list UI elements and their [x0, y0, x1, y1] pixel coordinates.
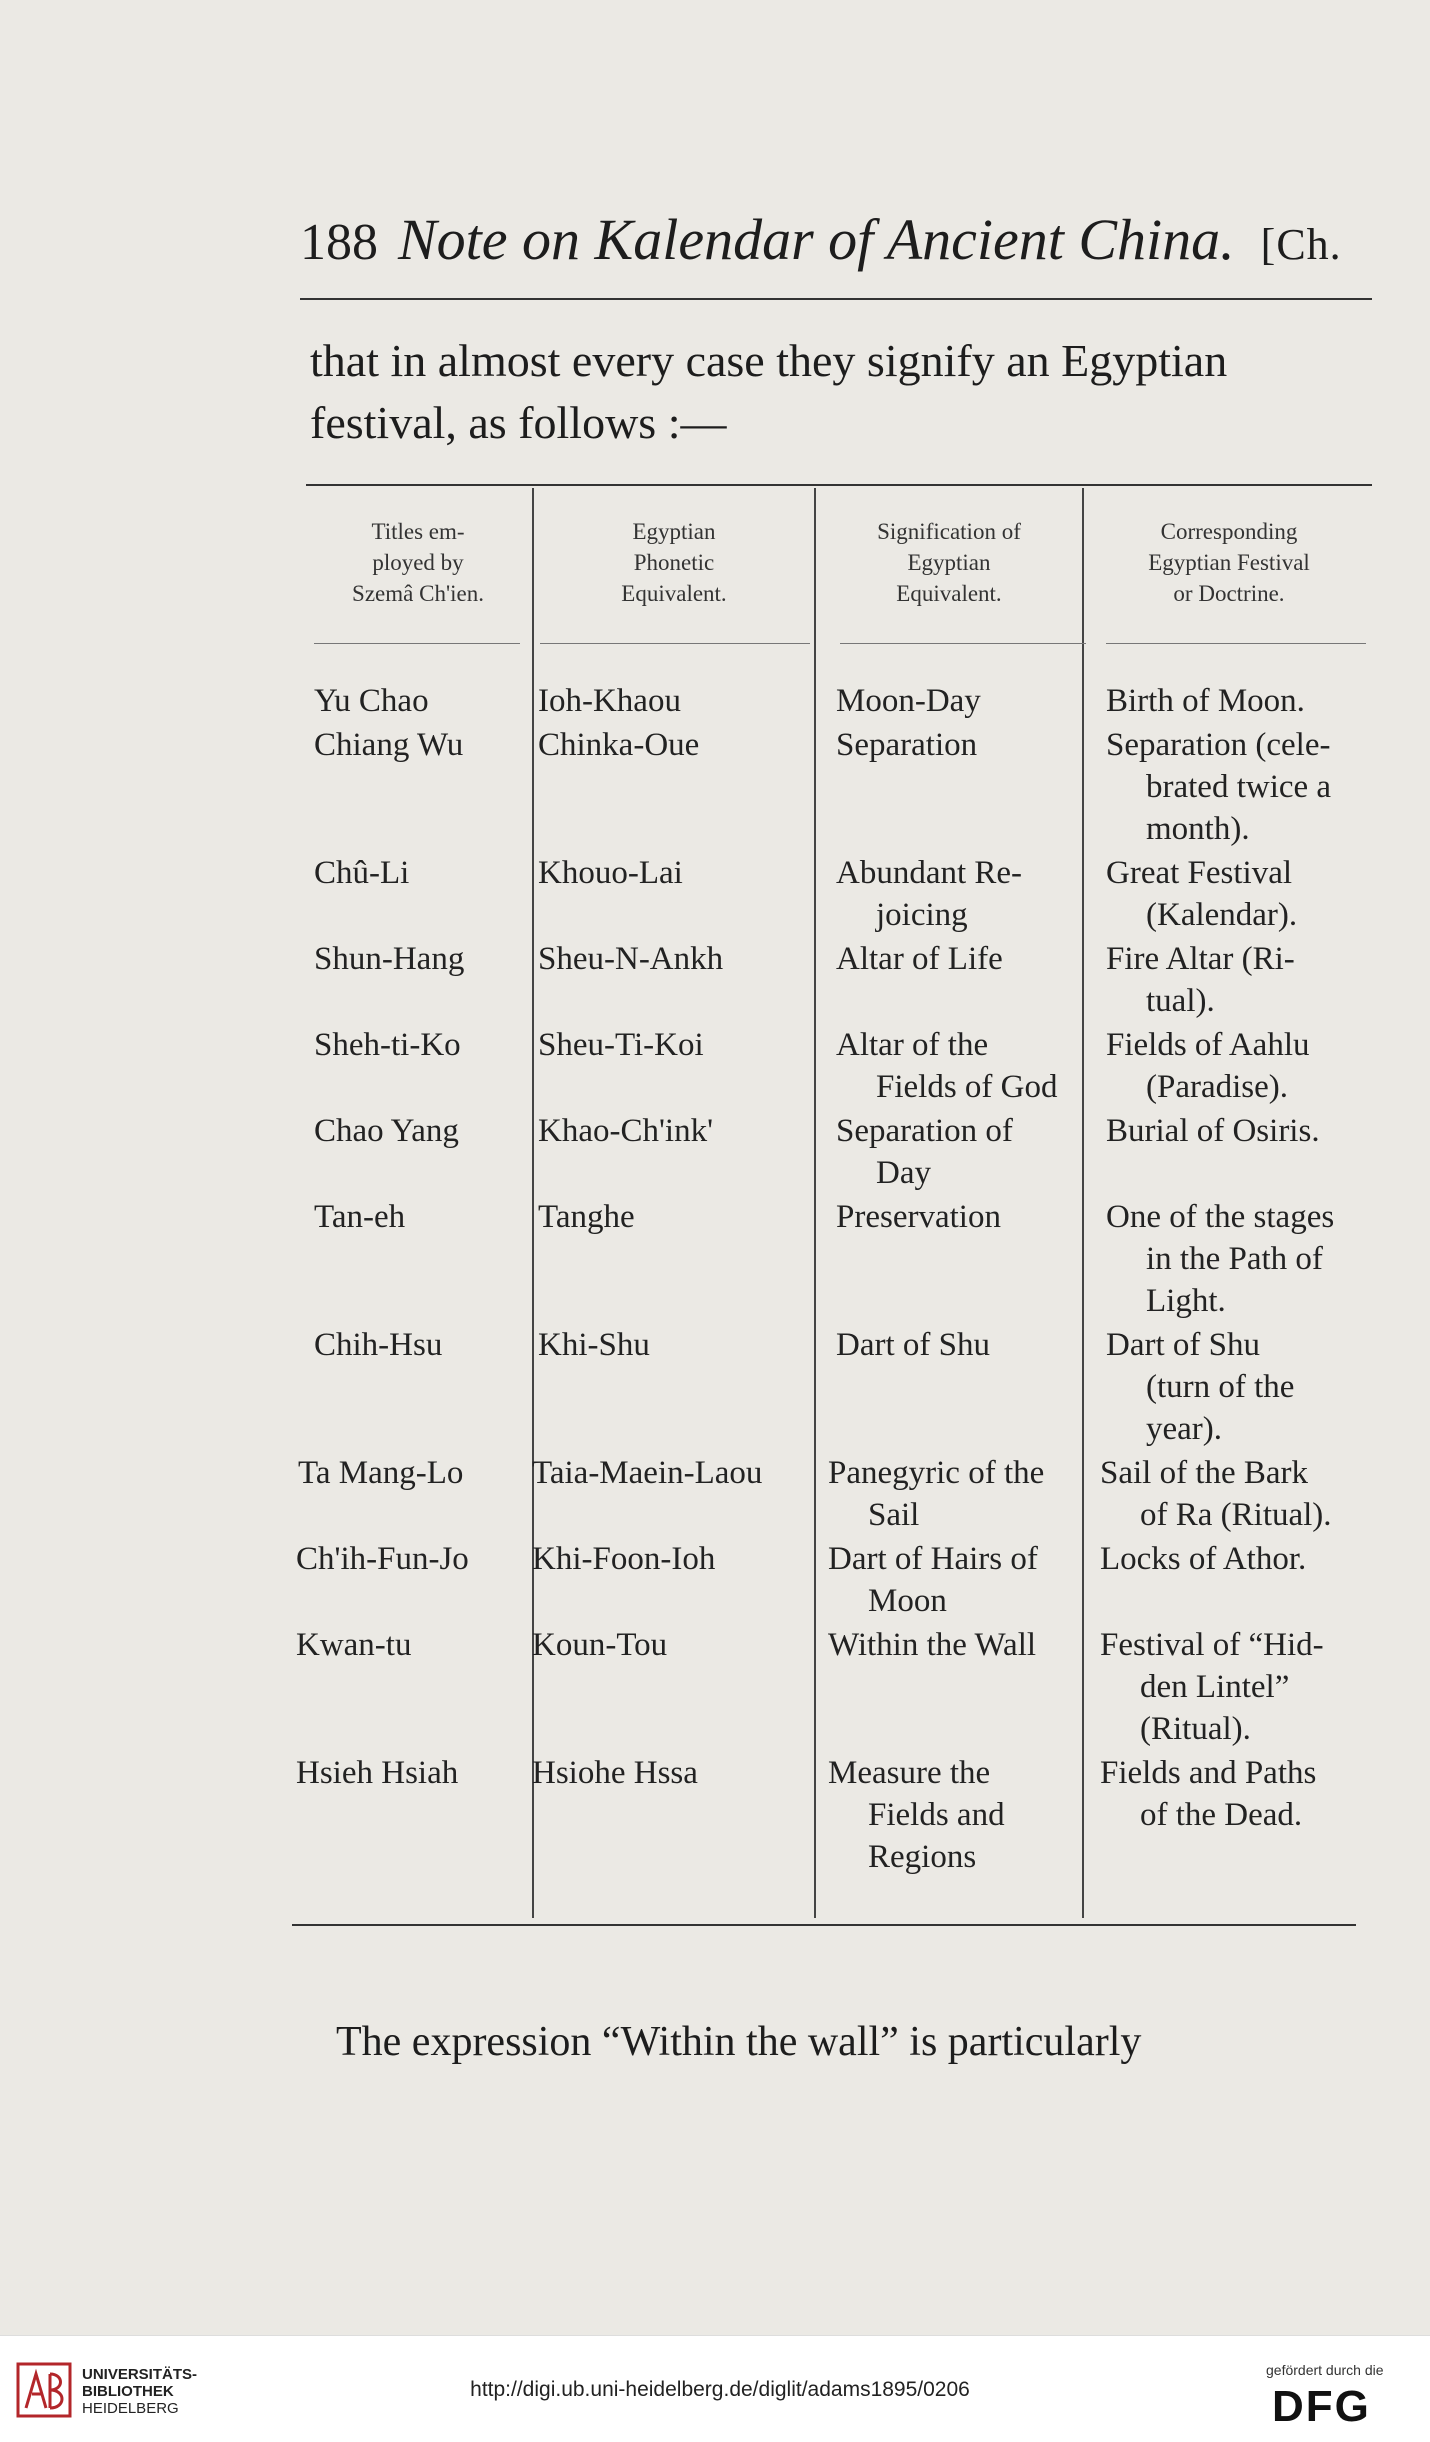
cell-festival: Fire Altar (Ri- tual).	[1106, 941, 1295, 1019]
cell-title: Ch'ih-Fun-Jo	[296, 1541, 469, 1577]
chapter-mark: [Ch.	[1260, 220, 1342, 269]
source-url[interactable]: http://digi.ub.uni-heidelberg.de/diglit/adams1895/0206	[470, 2378, 970, 2401]
cell-phonetic: Khao-Ch'ink'	[538, 1113, 714, 1149]
cell-phonetic: Khouo-Lai	[538, 855, 683, 891]
closing-text: The expression “Within the wall” is particularly	[336, 2019, 1142, 2065]
cell-title: Sheh-ti-Ko	[314, 1027, 461, 1063]
header-separator	[840, 643, 1086, 644]
table-top-rule	[306, 484, 1372, 486]
column-divider	[814, 488, 816, 1918]
header-separator	[540, 643, 810, 644]
column-divider	[532, 488, 534, 1918]
column-header-titles: Titles em- ployed by Szemâ Ch'ien.	[352, 519, 484, 606]
cell-title: Shun-Hang	[314, 941, 465, 977]
cell-phonetic: Koun-Tou	[532, 1627, 668, 1663]
table-row	[314, 680, 528, 722]
cell-phonetic: Ioh-Khaou	[538, 683, 681, 719]
cell-title: Chih-Hsu	[314, 1327, 443, 1363]
cell-signification: Panegyric of the Sail	[828, 1455, 1045, 1533]
cell-phonetic: Chinka-Oue	[538, 727, 700, 763]
cell-signification: Moon-Day	[836, 683, 981, 719]
cell-title: Tan-eh	[314, 1199, 406, 1235]
digitization-footer	[0, 2335, 1430, 2442]
header-separator	[1106, 643, 1366, 644]
cell-title: Chû-Li	[314, 855, 410, 891]
cell-festival: Dart of Shu (turn of the year).	[1106, 1327, 1295, 1447]
cell-phonetic: Hsiohe Hssa	[532, 1755, 698, 1791]
column-divider	[1082, 488, 1084, 1918]
cell-festival: Fields of Aahlu (Paradise).	[1106, 1027, 1310, 1105]
table-row	[314, 1324, 528, 1366]
table-row	[314, 1196, 528, 1238]
table-row	[298, 1452, 528, 1494]
dfg-logo: DFG	[1272, 2382, 1371, 2431]
cell-signification: Separation of Day	[836, 1113, 1013, 1191]
table-row	[314, 852, 528, 894]
cell-phonetic: Sheu-N-Ankh	[538, 941, 724, 977]
library-logo-icon	[16, 2362, 72, 2418]
table-row	[296, 1538, 528, 1580]
cell-signification: Dart of Shu	[836, 1327, 990, 1363]
cell-signification: Within the Wall	[828, 1627, 1037, 1663]
cell-title: Yu Chao	[314, 683, 429, 719]
cell-festival: Separation (cele- brated twice a month).	[1106, 727, 1332, 847]
cell-signification: Altar of the Fields of God	[836, 1027, 1058, 1105]
page-number: 188	[300, 214, 378, 271]
library-name: UNIVERSITÄTS- BIBLIOTHEK HEIDELBERG	[82, 2366, 198, 2417]
cell-festival: Festival of “Hid- den Lintel” (Ritual).	[1100, 1627, 1324, 1747]
cell-phonetic: Khi-Foon-Ioh	[532, 1541, 716, 1577]
cell-festival: Burial of Osiris.	[1106, 1113, 1320, 1149]
column-header-festival: Corresponding Egyptian Festival or Doctrine.	[1148, 519, 1310, 606]
cell-signification: Measure the Fields and Regions	[828, 1755, 1005, 1875]
cell-title: Chiang Wu	[314, 727, 464, 763]
cell-title: Hsieh Hsiah	[296, 1755, 459, 1791]
cell-festival: Locks of Athor.	[1100, 1541, 1307, 1577]
cell-festival: Great Festival (Kalendar).	[1106, 855, 1298, 933]
cell-signification: Dart of Hairs of Moon	[828, 1541, 1038, 1619]
intro-paragraph	[310, 330, 1372, 454]
cell-title: Ta Mang-Lo	[298, 1455, 464, 1491]
cell-signification: Preservation	[836, 1199, 1001, 1235]
cell-title: Chao Yang	[314, 1113, 459, 1149]
cell-phonetic: Taia-Maein-Laou	[532, 1455, 763, 1491]
cell-signification: Abundant Re- joicing	[836, 855, 1023, 933]
cell-signification: Altar of Life	[836, 941, 1003, 977]
cell-signification: Separation	[836, 727, 978, 763]
cell-phonetic: Khi-Shu	[538, 1327, 650, 1363]
running-header	[300, 208, 1372, 277]
intro-line: festival, as follows :—	[310, 397, 727, 448]
funded-by-text: gefördert durch die	[1266, 2362, 1384, 2378]
table-row	[314, 724, 528, 766]
header-separator	[314, 643, 520, 644]
cell-festival: Sail of the Bark of Ra (Ritual).	[1100, 1455, 1332, 1533]
table-row	[296, 1752, 528, 1794]
cell-phonetic: Tanghe	[538, 1199, 635, 1235]
table-bottom-rule	[292, 1924, 1356, 1926]
closing-line	[336, 2014, 1362, 2070]
cell-festival: Birth of Moon.	[1106, 683, 1305, 719]
table-row	[314, 1110, 528, 1152]
header-rule	[300, 298, 1372, 300]
table-row	[296, 1624, 528, 1666]
intro-line: that in almost every case they signify an Egyptian	[310, 335, 1228, 386]
column-header-phonetic: Egyptian Phonetic Equivalent.	[621, 519, 727, 606]
cell-festival: Fields and Paths of the Dead.	[1100, 1755, 1317, 1833]
column-header-signification: Signification of Egyptian Equivalent.	[877, 519, 1021, 606]
cell-title: Kwan-tu	[296, 1627, 412, 1663]
cell-phonetic: Sheu-Ti-Koi	[538, 1027, 704, 1063]
cell-festival: One of the stages in the Path of Light.	[1106, 1199, 1335, 1319]
table-row	[314, 1024, 528, 1066]
running-title: Note on Kalendar of Ancient China.	[398, 207, 1235, 272]
table-row	[314, 938, 528, 980]
